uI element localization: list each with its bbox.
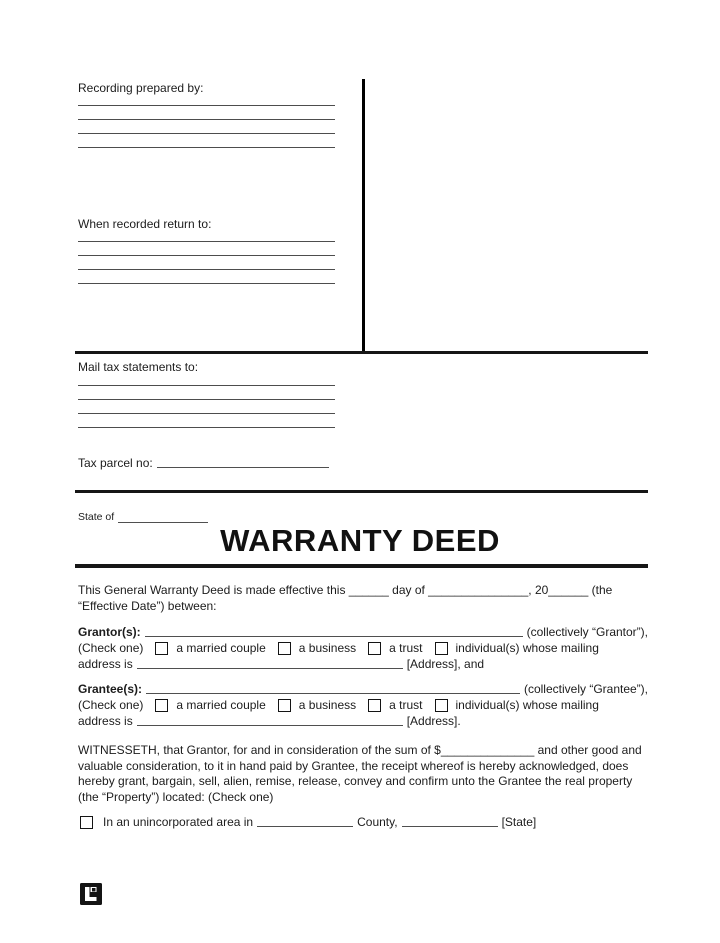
grantee-checkbox-individual[interactable] [435,699,448,712]
county-input-line[interactable] [257,826,353,827]
grantor-option-trust: a trust [389,641,423,655]
fill-line[interactable] [78,270,335,284]
unincorporated-area-text: In an unincorporated area in [103,815,254,829]
fill-line[interactable] [78,242,335,256]
recording-prepared-by-lines [78,92,335,148]
tax-parcel-label: Tax parcel no: [78,456,153,470]
county-label: County, [357,815,398,829]
recording-box-bottom-rule [75,351,648,354]
grantor-label: Grantor(s): [78,625,141,639]
legaltemplates-logo-icon [80,883,102,905]
when-recorded-return-label: When recorded return to: [78,217,212,231]
grantee-option-individual: individual(s) whose mailing [455,698,599,712]
fill-line[interactable] [78,372,335,386]
state-placeholder-label: [State] [501,815,537,829]
document-title: WARRANTY DEED [220,523,500,558]
grantor-address-label: address is [78,657,133,671]
grantee-option-married-couple: a married couple [176,698,266,712]
grantor-collectively-text: (collectively “Grantor”), [526,625,648,639]
fill-line[interactable] [78,256,335,270]
grantor-option-business: a business [298,641,357,655]
fill-line[interactable] [78,414,335,428]
fill-line[interactable] [78,106,335,120]
fill-line[interactable] [78,92,335,106]
grantee-option-trust: a trust [389,698,423,712]
fill-line[interactable] [78,228,335,242]
grantee-option-business: a business [298,698,357,712]
mail-tax-statements-label: Mail tax statements to: [78,360,199,374]
fill-line[interactable] [78,386,335,400]
grantee-address-suffix: [Address]. [406,714,461,728]
grantee-label: Grantee(s): [78,682,143,696]
grantee-checkbox-trust[interactable] [368,699,381,712]
title-section-top-rule [75,490,648,493]
when-recorded-return-lines [78,228,335,284]
effective-date-paragraph: This General Warranty Deed is made effective this ______ day of _______________, 20______ (the “Effective Date”) between: [78,583,613,613]
grantor-check-one-label: (Check one) [78,641,144,655]
tax-parcel-input-line[interactable] [157,467,329,468]
grantor-checkbox-individual[interactable] [435,642,448,655]
grantor-name-input-line[interactable] [145,636,523,637]
unincorporated-area-checkbox[interactable] [80,816,93,829]
recording-prepared-by-label: Recording prepared by: [78,81,204,95]
grantor-section [78,624,648,672]
grantee-address-label: address is [78,714,133,728]
fill-line[interactable] [78,120,335,134]
grantor-option-married-couple: a married couple [176,641,266,655]
mail-tax-statements-lines [78,372,335,428]
fill-line[interactable] [78,400,335,414]
legaltemplates-logo [80,883,102,910]
grantee-name-input-line[interactable] [146,693,520,694]
grantee-address-input-line[interactable] [137,725,403,726]
grantee-check-one-label: (Check one) [78,698,144,712]
state-of-label: State of [78,511,115,523]
title-section-bottom-rule [75,564,648,568]
grantor-address-suffix: [Address], and [406,657,485,671]
grantor-checkbox-business[interactable] [278,642,291,655]
grantee-collectively-text: (collectively “Grantee”), [523,682,648,696]
grantor-address-input-line[interactable] [137,668,403,669]
grantor-option-individual: individual(s) whose mailing [455,641,599,655]
grantee-checkbox-married-couple[interactable] [155,699,168,712]
recording-box-vertical-divider [362,79,365,353]
grantee-checkbox-business[interactable] [278,699,291,712]
grantor-checkbox-trust[interactable] [368,642,381,655]
witnesseth-paragraph: WITNESSETH, that Grantor, for and in consideration of the sum of $______________ and other good and valuable consideration, to it in hand paid by Grantee, the receipt whereof is hereby acknowledged, does hereby grant, bargain, sell, alien, remise, release, convey and confirm unto the Grantee the real property (the “Property”) located: (Check one) [78,743,642,804]
fill-line[interactable] [78,134,335,148]
state-input-line[interactable] [402,826,498,827]
grantee-section [78,681,648,729]
grantor-checkbox-married-couple[interactable] [155,642,168,655]
